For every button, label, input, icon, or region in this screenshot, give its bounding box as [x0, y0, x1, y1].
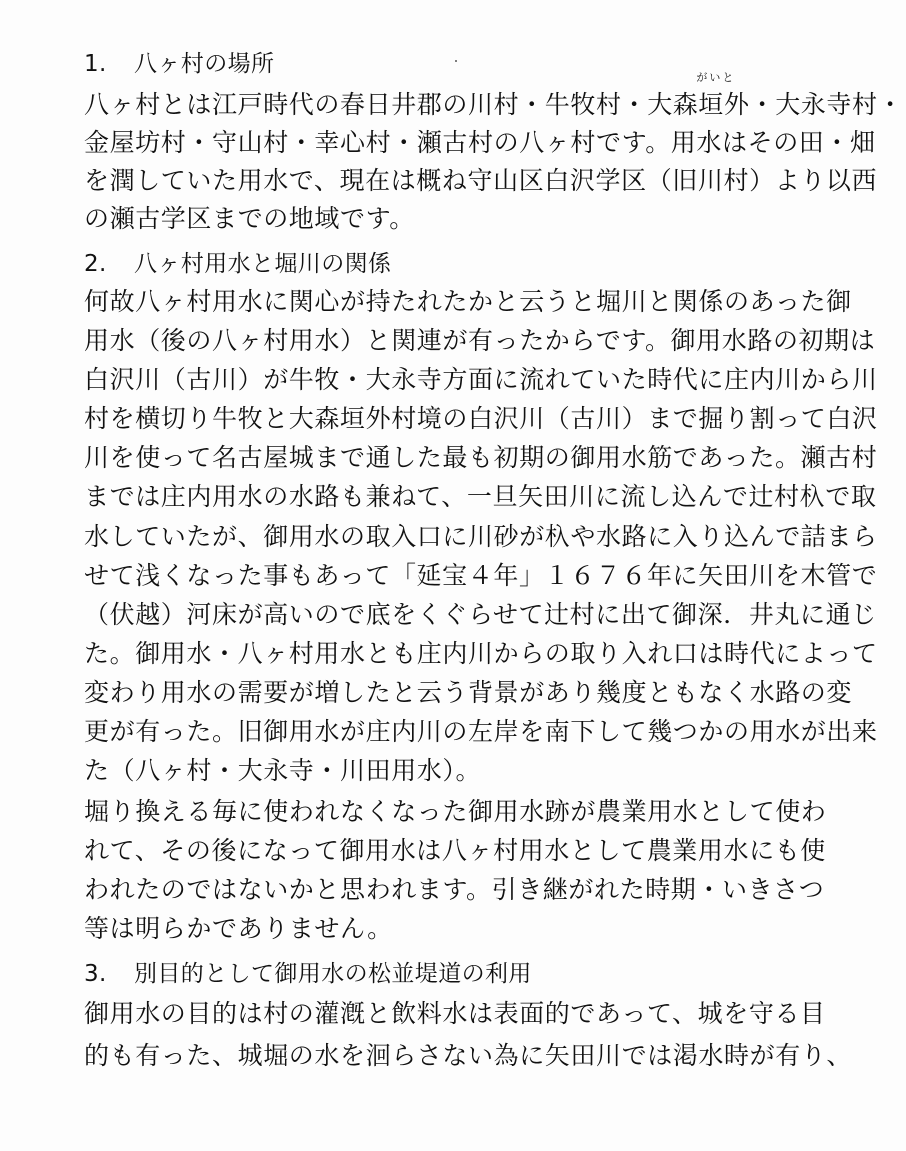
scan-speck	[455, 60, 457, 62]
section-2-line: た。御用水・八ヶ村用水とも庄内川からの取り入れ口は時代によって	[84, 639, 878, 668]
section-2-line: 堀り換える毎に使われなくなった御用水跡が農業用水として使わ	[84, 797, 827, 826]
section-1-number: 1.	[84, 51, 107, 77]
section-2-number: 2.	[84, 251, 107, 277]
section-3-title: 別目的として御用水の松並堤道の利用	[134, 961, 532, 987]
ruby-reading: がいと	[696, 71, 736, 84]
section-3-line: 御用水の目的は村の灌漑と飲料水は表面的であって、城を守る目	[84, 999, 826, 1028]
text-segment: ・大永寺村・	[749, 90, 904, 119]
section-2-line: 等は明らかでありません。	[84, 914, 393, 943]
section-1-line-1	[84, 71, 904, 124]
section-1-heading	[84, 45, 274, 83]
ruby-base: 垣外	[698, 90, 750, 119]
section-1-line-3: を潤していた用水で、現在は概ね守山区白沢学区（旧川村）より以西	[84, 166, 878, 195]
section-3-line: 的も有った、城堀の水を洄らさない為に矢田川では渇水時が有り、	[84, 1041, 853, 1070]
ruby-word	[696, 71, 750, 124]
section-2-line: （伏越）河床が高いので底をくぐらせて辻村に出て御深．井丸に通じ	[84, 600, 877, 629]
section-2-line: せて浅くなった事もあって「延宝４年」１６７６年に矢田川を木管で	[84, 561, 878, 590]
section-2-line: 更が有った。旧御用水が庄内川の左岸を南下して幾つかの用水が出来	[84, 717, 878, 746]
section-2-line: た（八ヶ村・大永寺・川田用水）。	[84, 756, 482, 785]
section-2-line: 変わり用水の需要が増したと云う背景があり幾度ともなく水路の変	[84, 678, 853, 707]
section-2-line: 白沢川（古川）が牛牧・大永寺方面に流れていた時代に庄内川から川	[84, 365, 878, 394]
section-2-line: までは庄内用水の水路も兼ねて、一旦矢田川に流し込んで辻村杁で取	[84, 482, 877, 511]
section-2-title: 八ヶ村用水と堀川の関係	[134, 251, 392, 277]
section-2-line: れて、その後になって御用水は八ヶ村用水として農業用水にも使	[84, 836, 826, 865]
section-1-line-2: 金屋坊村・守山村・幸心村・瀬古村の八ヶ村です。用水はその田・畑	[84, 128, 876, 157]
section-3-number: 3.	[84, 961, 107, 987]
section-3-heading	[84, 955, 532, 993]
section-2-line: 水していたが、御用水の取入口に川砂が杁や水路に入り込んで詰まら	[84, 522, 878, 551]
section-2-line: われたのではないかと思われます。引き継がれた時期・いきさつ	[84, 875, 825, 904]
section-2-line: 村を横切り牛牧と大森垣外村境の白沢川（古川）まで掘り割って白沢	[84, 404, 878, 433]
section-2-line: 用水（後の八ヶ村用水）と関連が有ったからです。御用水路の初期は	[84, 326, 876, 355]
section-2-line: 何故八ヶ村用水に関心が持たれたかと云うと堀川と関係のあった御	[84, 287, 852, 316]
section-2-line: 川を使って名古屋城まで通した最も初期の御用水筋であった。瀬古村	[84, 443, 878, 472]
section-1-line-4: の瀬古学区までの地域です。	[84, 204, 415, 233]
text-segment: 八ヶ村とは江戸時代の春日井郡の川村・牛牧村・大森	[84, 90, 699, 119]
section-1-title: 八ヶ村の場所	[134, 51, 275, 77]
section-2-heading	[84, 245, 391, 283]
